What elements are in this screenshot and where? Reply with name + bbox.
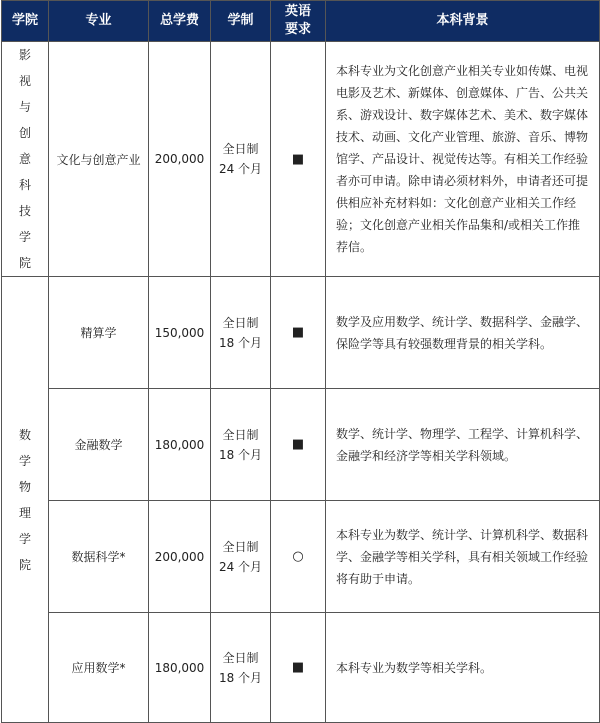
duration-length: 18 个月 bbox=[218, 447, 263, 462]
school-char: 影 bbox=[18, 48, 31, 62]
school-char: 院 bbox=[18, 557, 31, 572]
major-cell: 应用数学* bbox=[49, 613, 149, 723]
header-duration: 学制 bbox=[211, 1, 271, 42]
fee-cell: 150,000 bbox=[149, 277, 211, 389]
duration-type: 全日制 bbox=[222, 427, 259, 442]
fee-cell: 200,000 bbox=[149, 501, 211, 613]
english-requirement-mark: ■ bbox=[271, 389, 326, 501]
school-char: 理 bbox=[18, 505, 31, 520]
duration-type: 全日制 bbox=[222, 650, 259, 665]
major-cell: 数据科学* bbox=[49, 501, 149, 613]
table-row bbox=[2, 389, 600, 501]
school-char: 院 bbox=[18, 256, 31, 270]
table-row bbox=[2, 613, 600, 723]
school-char: 与 bbox=[18, 100, 31, 114]
major-cell: 精算学 bbox=[49, 277, 149, 389]
header-english-line1: 英语 bbox=[284, 4, 311, 19]
programs-table bbox=[1, 0, 600, 723]
duration-length: 18 个月 bbox=[218, 335, 263, 350]
english-requirement-mark: ■ bbox=[271, 277, 326, 389]
english-requirement-mark: ■ bbox=[271, 613, 326, 723]
school-cell bbox=[2, 42, 49, 277]
duration-type: 全日制 bbox=[222, 142, 259, 156]
header-major: 专业 bbox=[49, 1, 149, 42]
header-row bbox=[2, 1, 600, 42]
duration-length: 24 个月 bbox=[218, 162, 263, 176]
table-row bbox=[2, 501, 600, 613]
school-char: 学 bbox=[18, 230, 31, 244]
major-cell: 金融数学 bbox=[49, 389, 149, 501]
school-char: 学 bbox=[18, 531, 31, 546]
school-char: 意 bbox=[18, 152, 31, 166]
duration-cell bbox=[211, 613, 271, 723]
school-char: 创 bbox=[18, 126, 31, 140]
duration-cell bbox=[211, 389, 271, 501]
fee-cell: 180,000 bbox=[149, 389, 211, 501]
background-cell: 数学及应用数学、统计学、数据科学、金融学、保险学等具有较强数理背景的相关学科。 bbox=[326, 277, 600, 389]
duration-cell bbox=[211, 277, 271, 389]
duration-type: 全日制 bbox=[222, 539, 259, 554]
fee-cell: 180,000 bbox=[149, 613, 211, 723]
background-cell: 数学、统计学、物理学、工程学、计算机科学、金融学和经济学等相关学科领域。 bbox=[326, 389, 600, 501]
school-char: 物 bbox=[18, 479, 31, 494]
header-fee: 总学费 bbox=[149, 1, 211, 42]
major-cell: 文化与创意产业 bbox=[49, 42, 149, 277]
fee-cell: 200,000 bbox=[149, 42, 211, 277]
header-background: 本科背景 bbox=[326, 1, 600, 42]
header-english-line2: 要求 bbox=[284, 22, 311, 37]
header-school: 学院 bbox=[2, 1, 49, 42]
school-char: 学 bbox=[18, 453, 31, 468]
background-cell: 本科专业为数学、统计学、计算机科学、数据科学、金融学等相关学科，具有相关领域工作经验将有助于申请。 bbox=[326, 501, 600, 613]
table-row bbox=[2, 277, 600, 389]
duration-length: 18 个月 bbox=[218, 670, 263, 685]
background-cell: 本科专业为数学等相关学科。 bbox=[326, 613, 600, 723]
duration-type: 全日制 bbox=[222, 315, 259, 330]
school-char: 视 bbox=[18, 74, 31, 88]
school-char: 技 bbox=[18, 204, 31, 218]
background-cell: 本科专业为文化创意产业相关专业如传媒、电视电影及艺术、新媒体、创意媒体、广告、公共关系、游戏设计、数字媒体艺术、美术、数字媒体技术、动画、文化产业管理、旅游、音乐、博物馆学、产品设计、视觉传达等。有相关工作经验者亦可申请。除申请必须材料外，申请者还可提供相应补充材料如：文化创意产业相关工作经验；文化创意产业相关作品集和/或相关工作推荐信。 bbox=[326, 42, 600, 277]
school-char: 科 bbox=[18, 178, 31, 192]
duration-length: 24 个月 bbox=[218, 559, 263, 574]
school-cell bbox=[2, 277, 49, 723]
duration-cell bbox=[211, 501, 271, 613]
school-char: 数 bbox=[18, 427, 31, 442]
english-requirement-mark: ○ bbox=[271, 501, 326, 613]
duration-cell bbox=[211, 42, 271, 277]
table-row bbox=[2, 42, 600, 277]
english-requirement-mark: ■ bbox=[271, 42, 326, 277]
header-english bbox=[271, 1, 326, 42]
